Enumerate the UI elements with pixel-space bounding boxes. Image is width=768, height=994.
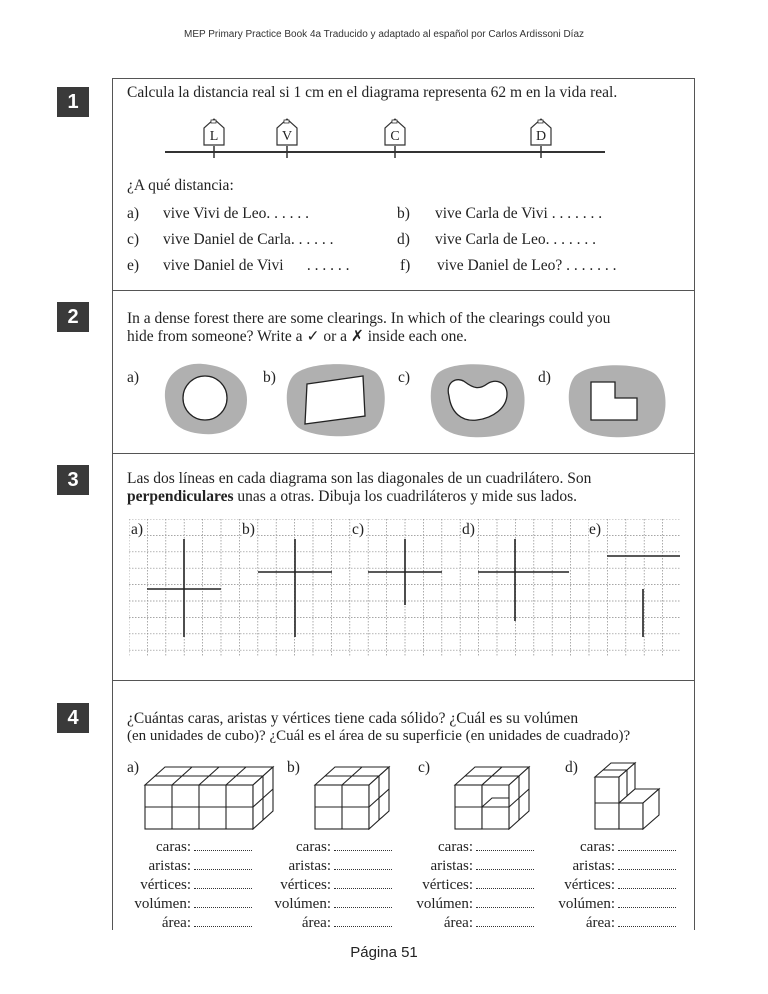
q3-label-d: d): [462, 521, 475, 538]
solid-d: [595, 763, 659, 829]
q4d-aristas-blank[interactable]: [618, 857, 676, 870]
clearing-a: [165, 364, 247, 434]
house-label-l: L: [209, 129, 219, 144]
q4d-volumen-blank[interactable]: [618, 895, 676, 908]
q4d-caras-label: caras:: [580, 839, 615, 855]
q4b-fields: [252, 838, 392, 933]
q4d-volumen-label: volúmen:: [558, 896, 615, 912]
q4c-vertices-blank[interactable]: [476, 876, 534, 889]
q4b-vertices-blank[interactable]: [334, 876, 392, 889]
q4b-aristas-label: aristas:: [288, 858, 331, 874]
q4a-caras-label: caras:: [156, 839, 191, 855]
page-number: Página 51: [350, 944, 418, 961]
q4c-area-blank[interactable]: [476, 914, 534, 927]
q2-prompt-before: hide from someone? Write a: [127, 328, 303, 345]
q3-prompt-line1: Las dos líneas en cada diagrama son las diagonales de un cuadrilátero. Son: [127, 470, 592, 487]
q4c-caras-label: caras:: [438, 839, 473, 855]
top-border: [112, 78, 695, 79]
q1-item-b-letter: b): [397, 205, 410, 222]
q3-label-b: b): [242, 521, 255, 538]
q2-prompt-after: inside each one.: [367, 328, 468, 345]
q4d-vertices-blank[interactable]: [618, 876, 676, 889]
q4b-volumen-blank[interactable]: [334, 895, 392, 908]
q1-item-e-text: vive Daniel de Vivi . . . . . .: [163, 257, 350, 274]
q4c-vertices-label: vértices:: [422, 877, 473, 893]
q4-label-c: c): [418, 759, 431, 776]
q4b-caras-label: caras:: [296, 839, 331, 855]
q1-prompt: Calcula la distancia real si 1 cm en el diagrama representa 62 m en la vida real.: [127, 84, 618, 101]
q4b-area-label: área:: [301, 915, 331, 931]
q4-prompt-line2: (en unidades de cubo)? ¿Cuál es el área de su superficie (en unidades de cuadrado)?: [127, 728, 631, 744]
question-number-3: 3: [57, 465, 89, 495]
q4-label-d: d): [565, 759, 578, 776]
q4b-volumen-label: volúmen:: [274, 896, 331, 912]
q1-item-b-text: vive Carla de Vivi . . . . . . .: [435, 205, 603, 222]
q4a-aristas-label: aristas:: [148, 858, 191, 874]
q1-item-c-text: vive Daniel de Carla. . . . . .: [163, 231, 334, 248]
check-mark-icon: ✓: [306, 327, 320, 345]
q3-bold-word: perpendiculares: [127, 488, 234, 505]
q4c-aristas-label: aristas:: [430, 858, 473, 874]
q1-item-c-letter: c): [127, 231, 140, 248]
solid-b: [315, 767, 389, 829]
q1-subprompt: ¿A qué distancia:: [127, 177, 234, 194]
q1-item-d-text: vive Carla de Leo. . . . . . .: [435, 231, 596, 248]
q2-prompt-line2: [127, 327, 467, 346]
separator-1: [112, 290, 695, 291]
q1-item-f-text: vive Daniel de Leo? . . . . . . .: [437, 257, 617, 274]
q4a-fields: [112, 838, 252, 933]
left-margin-line: [112, 78, 113, 930]
q4a-volumen-blank[interactable]: [194, 895, 252, 908]
house-label-d: D: [535, 129, 547, 144]
separator-3: [112, 680, 695, 681]
q2-clearings-diagram: [155, 360, 675, 440]
q4-solids: [135, 755, 680, 830]
q4a-area-blank[interactable]: [194, 914, 252, 927]
clearing-b: [287, 364, 385, 436]
clearing-d: [569, 365, 666, 437]
q1-item-e-letter: e): [127, 257, 140, 274]
house-label-v: V: [281, 129, 293, 144]
q4d-vertices-label: vértices:: [564, 877, 615, 893]
q4a-caras-blank[interactable]: [194, 838, 252, 851]
q4d-fields: [536, 838, 676, 933]
q4a-area-label: área:: [161, 915, 191, 931]
q4c-caras-blank[interactable]: [476, 838, 534, 851]
solid-a: [145, 767, 273, 829]
q4b-aristas-blank[interactable]: [334, 857, 392, 870]
q4b-vertices-label: vértices:: [280, 877, 331, 893]
q2-label-d: d): [538, 369, 551, 386]
q4-prompt-line1: ¿Cuántas caras, aristas y vértices tiene cada sólido? ¿Cuál es su volúmen: [127, 710, 579, 727]
q2-label-c: c): [398, 369, 411, 386]
q4d-aristas-label: aristas:: [572, 858, 615, 874]
question-number-4: 4: [57, 703, 89, 733]
separator-2: [112, 453, 695, 454]
q2-prompt-line1: In a dense forest there are some clearings. In which of the clearings could you: [127, 310, 611, 327]
q3-diagonals: [147, 539, 680, 637]
q3-label-c: c): [352, 521, 365, 538]
q3-prompt-rest: unas a otras. Dibuja los cuadriláteros y mide sus lados.: [233, 488, 578, 505]
q4c-fields: [394, 838, 534, 933]
q4d-caras-blank[interactable]: [618, 838, 676, 851]
q3-label-a: a): [131, 521, 144, 538]
q4c-volumen-blank[interactable]: [476, 895, 534, 908]
q4-label-a: a): [127, 759, 140, 776]
page-header: MEP Primary Practice Book 4a Traducido y adaptado al español por Carlos Ardissoni Díaz: [183, 29, 584, 40]
solid-c: [455, 767, 529, 829]
q2-label-b: b): [263, 369, 276, 386]
cross-mark-icon: ✗: [350, 327, 364, 345]
q2-label-a: a): [127, 369, 140, 386]
right-margin-line: [694, 78, 695, 930]
q4a-vertices-label: vértices:: [140, 877, 191, 893]
clearing-c: [431, 364, 525, 437]
house-label-c: C: [390, 129, 400, 144]
q4a-vertices-blank[interactable]: [194, 876, 252, 889]
q3-label-e: e): [589, 521, 602, 538]
q4c-volumen-label: volúmen:: [416, 896, 473, 912]
q4c-area-label: área:: [443, 915, 473, 931]
q1-item-d-letter: d): [397, 231, 410, 248]
q4d-area-label: área:: [585, 915, 615, 931]
q4c-aristas-blank[interactable]: [476, 857, 534, 870]
q4b-caras-blank[interactable]: [334, 838, 392, 851]
q4b-area-blank[interactable]: [334, 914, 392, 927]
question-number-1: 1: [57, 87, 89, 117]
q3-grid: [129, 519, 681, 657]
q1-item-a-letter: a): [127, 205, 140, 222]
question-number-2: 2: [57, 302, 89, 332]
q4a-aristas-blank[interactable]: [194, 857, 252, 870]
q4-label-b: b): [287, 759, 300, 776]
q3-prompt-line2: [127, 487, 577, 506]
q4a-volumen-label: volúmen:: [134, 896, 191, 912]
q2-prompt-mid: or a: [323, 328, 347, 345]
q1-item-f-letter: f): [400, 257, 411, 274]
q1-item-a-text: vive Vivi de Leo. . . . . .: [163, 205, 310, 222]
q4d-area-blank[interactable]: [618, 914, 676, 927]
